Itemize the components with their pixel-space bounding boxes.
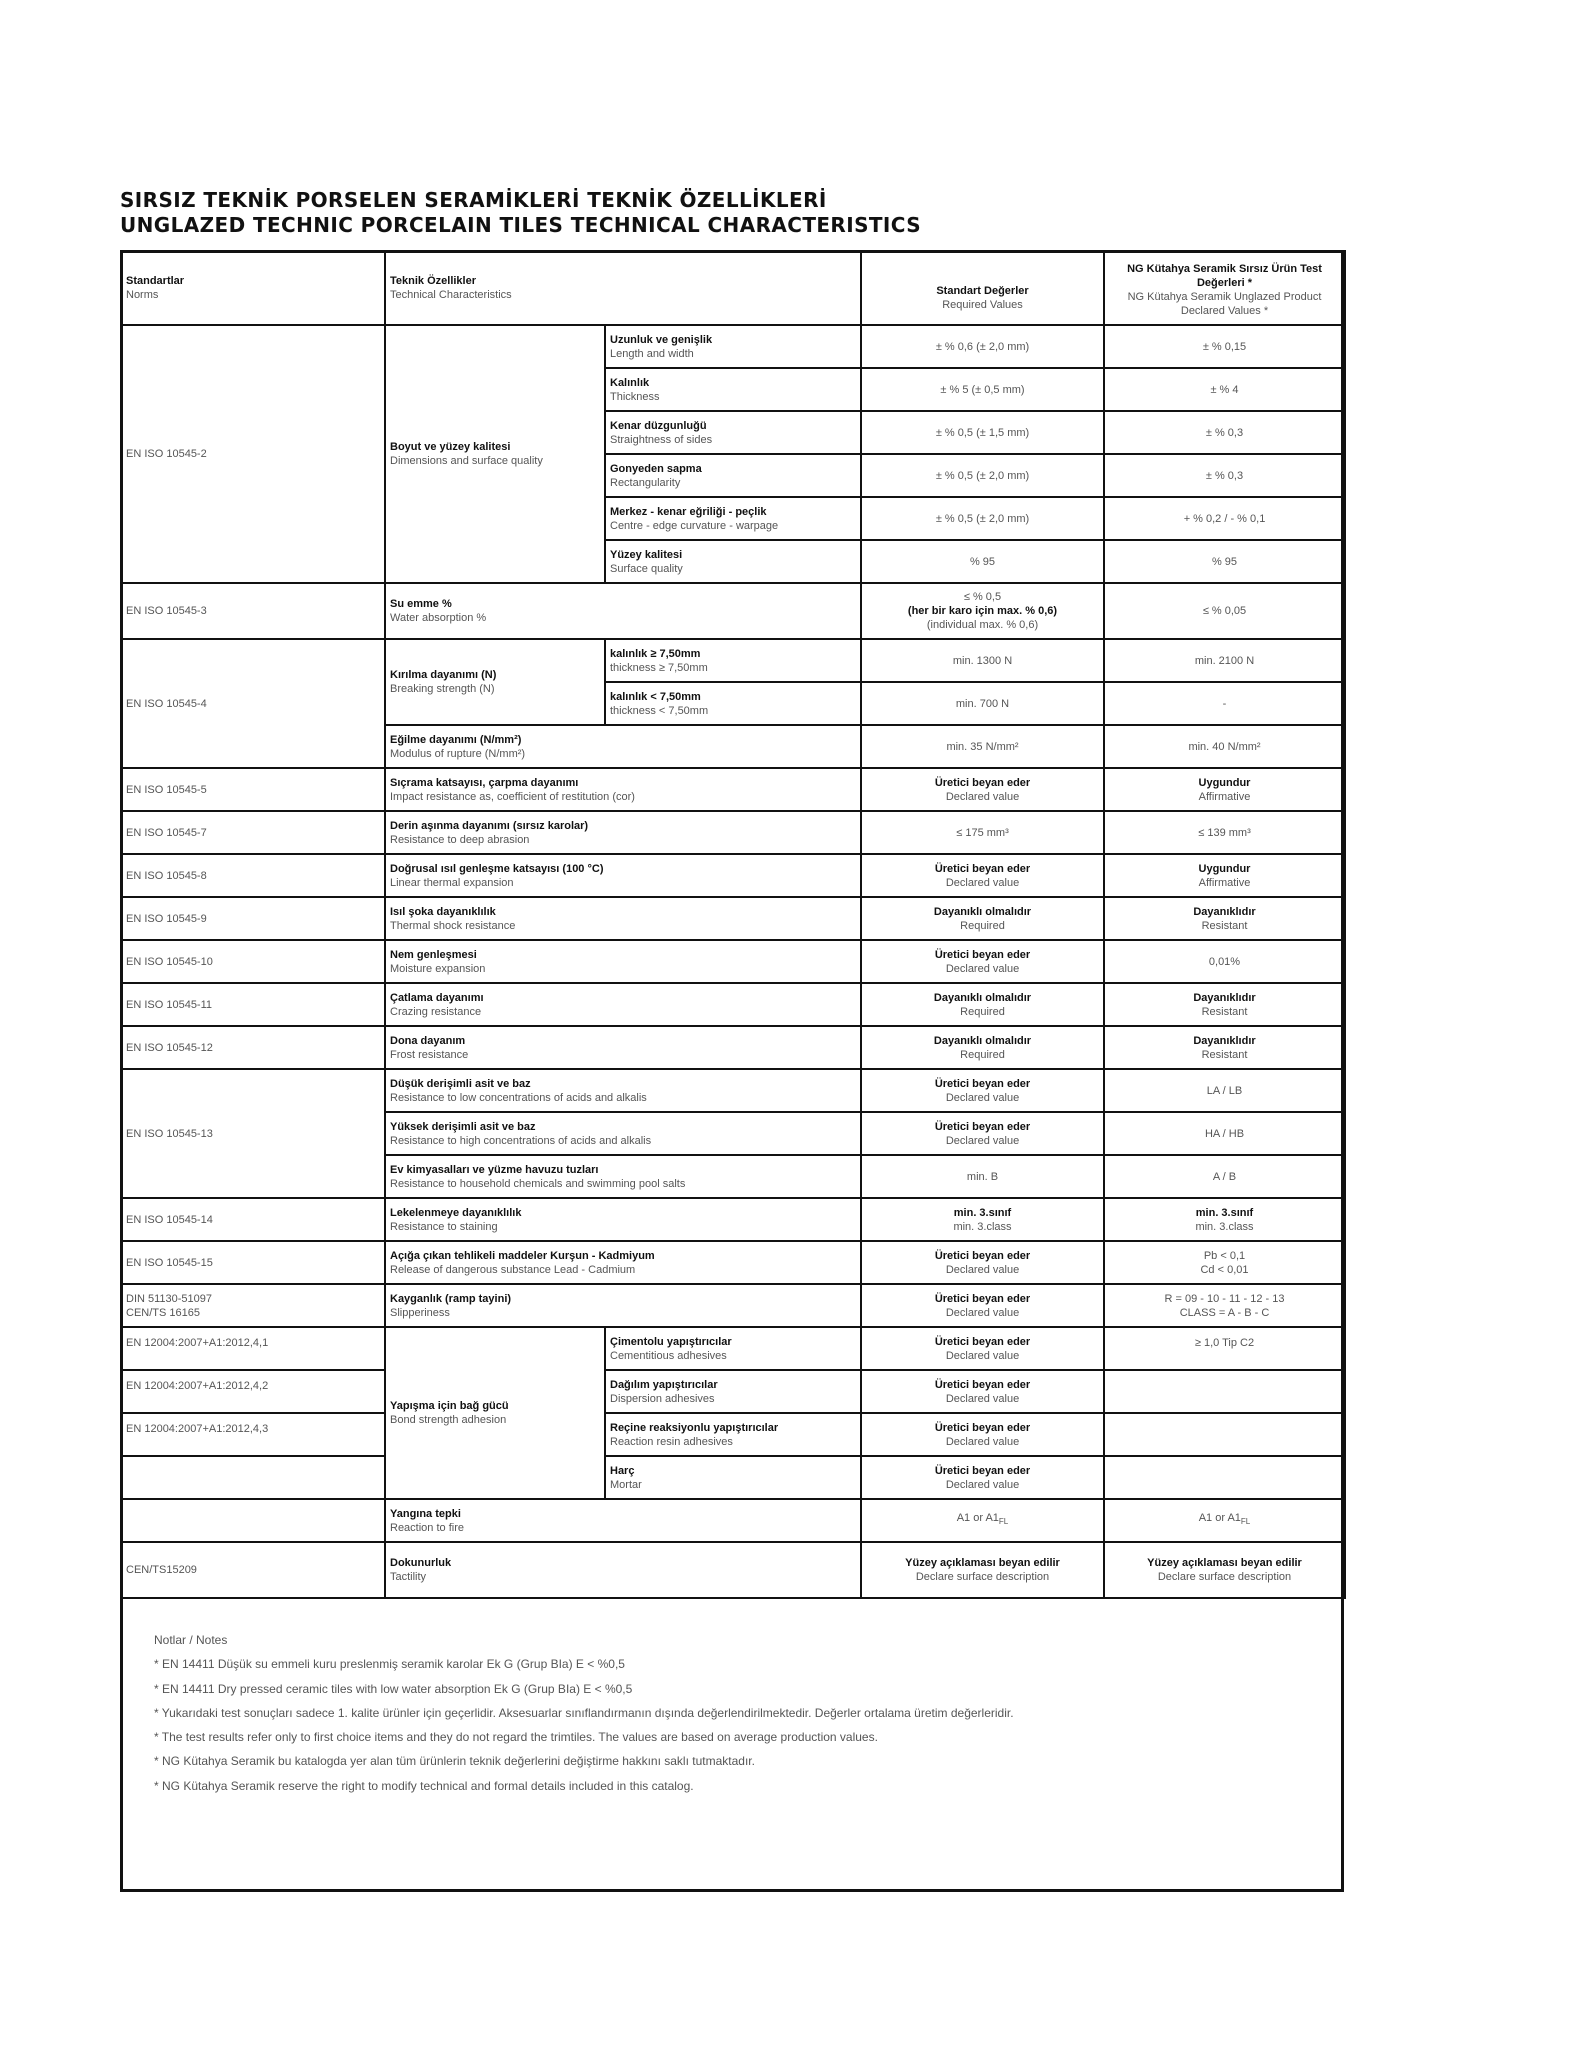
declared-value [1104,1413,1345,1456]
characteristic-cell: Lekelenmeye dayanıklılık Resistance to staining [385,1198,861,1241]
norm-cell: DIN 51130-51097 CEN/TS 16165 [121,1284,385,1327]
declared-value: - [1104,682,1345,725]
characteristic-cell: Çatlama dayanımı Crazing resistance [385,983,861,1026]
characteristic-cell: Eğilme dayanımı (N/mm²) Modulus of rupture (N/mm²) [385,725,861,768]
group-cell: Boyut ve yüzey kalitesi Dimensions and surface quality [385,325,605,583]
norm-cell [121,1499,385,1542]
required-value: ± % 5 (± 0,5 mm) [861,368,1104,411]
sub-characteristic: Kalınlık Thickness [605,368,861,411]
table-row [121,1499,1345,1542]
declared-value: LA / LB [1104,1069,1345,1112]
norm-cell: EN ISO 10545-2 [121,325,385,583]
declared-value: ± % 4 [1104,368,1345,411]
characteristic-cell: Düşük derişimli asit ve baz Resistance to low concentrations of acids and alkalis [385,1069,861,1112]
sub-characteristic: Çimentolu yapıştırıcılar Cementitious adhesives [605,1327,861,1370]
declared-value: R = 09 - 10 - 11 - 12 - 13 CLASS = A - B - C [1104,1284,1345,1327]
note-line: * EN 14411 Dry pressed ceramic tiles with low water absorption Ek G (Grup BIa) E < %0,5 [154,1681,633,1696]
norm-cell: EN ISO 10545-14 [121,1198,385,1241]
declared-value [1104,1370,1345,1413]
required-value: ± % 0,5 (± 2,0 mm) [861,497,1104,540]
declared-value [1104,1456,1345,1499]
norm-cell: EN ISO 10545-11 [121,983,385,1026]
required-value: Üretici beyan eder Declared value [861,1112,1104,1155]
characteristic-cell: Derin aşınma dayanımı (sırsız karolar) Resistance to deep abrasion [385,811,861,854]
sub-characteristic: Harç Mortar [605,1456,861,1499]
table-row [121,1413,1345,1456]
required-value: min. B [861,1155,1104,1198]
table-row [121,1370,1345,1413]
declared-value: 0,01% [1104,940,1345,983]
required-value: ± % 0,5 (± 1,5 mm) [861,411,1104,454]
required-value: ≤ 175 mm³ [861,811,1104,854]
declared-value: HA / HB [1104,1112,1345,1155]
table-row [121,1327,1345,1370]
table-row [121,1198,1345,1241]
declared-value: Dayanıklıdır Resistant [1104,897,1345,940]
norm-cell: EN ISO 10545-5 [121,768,385,811]
required-value: % 95 [861,540,1104,583]
required-value: Dayanıklı olmalıdır Required [861,1026,1104,1069]
norm-cell [121,1456,385,1499]
characteristic-cell: Doğrusal ısıl genleşme katsayısı (100 °C) Linear thermal expansion [385,854,861,897]
required-value: ≤ % 0,5 (her bir karo için max. % 0,6) (individual max. % 0,6) [861,583,1104,639]
characteristic-cell: Açığa çıkan tehlikeli maddeler Kurşun - Kadmiyum Release of dangerous substance Lead - Cadmium [385,1241,861,1284]
required-value: min. 1300 N [861,639,1104,682]
group-cell: Kırılma dayanımı (N) Breaking strength (N) [385,639,605,725]
required-value: ± % 0,5 (± 2,0 mm) [861,454,1104,497]
table-row [121,1069,1345,1112]
norm-cell: EN ISO 10545-12 [121,1026,385,1069]
table-row [121,639,1345,682]
table-row [121,940,1345,983]
table-row [121,325,1345,368]
declared-value: % 95 [1104,540,1345,583]
norm-cell: EN 12004:2007+A1:2012,4,1 [121,1327,385,1370]
group-cell: Yapışma için bağ gücü Bond strength adhesion [385,1327,605,1499]
characteristic-cell: Kayganlık (ramp tayini) Slipperiness [385,1284,861,1327]
required-value: Üretici beyan eder Declared value [861,1069,1104,1112]
declared-value: ± % 0,15 [1104,325,1345,368]
page-title-tr: SIRSIZ TEKNİK PORSELEN SERAMİKLERİ TEKNİK ÖZELLİKLERİ [120,188,827,212]
declared-value: Yüzey açıklaması beyan edilir Declare surface description [1104,1542,1345,1598]
norm-cell: EN ISO 10545-3 [121,583,385,639]
header-standards: Standartlar Norms [121,251,385,325]
declared-value: ≥ 1,0 Tip C2 [1104,1327,1345,1370]
table-row [121,1284,1345,1327]
table-row [121,583,1345,639]
required-value: min. 35 N/mm² [861,725,1104,768]
declared-value: ± % 0,3 [1104,454,1345,497]
header-characteristics: Teknik Özellikler Technical Characteristics [385,251,861,325]
required-value: Üretici beyan eder Declared value [861,1241,1104,1284]
note-line: * The test results refer only to first choice items and they do not regard the trimtiles. The values are based on average production values. [154,1730,878,1745]
norm-cell: EN ISO 10545-10 [121,940,385,983]
characteristic-cell: Yangına tepki Reaction to fire [385,1499,861,1542]
header-required: Standart Değerler Required Values [861,251,1104,325]
required-value: Üretici beyan eder Declared value [861,768,1104,811]
required-value: Dayanıklı olmalıdır Required [861,897,1104,940]
sub-characteristic: Gonyeden sapma Rectangularity [605,454,861,497]
declared-value: min. 3.sınıf min. 3.class [1104,1198,1345,1241]
declared-value: Uygundur Affirmative [1104,854,1345,897]
declared-value: Dayanıklıdır Resistant [1104,1026,1345,1069]
norm-cell: EN ISO 10545-13 [121,1069,385,1198]
required-value: Üretici beyan eder Declared value [861,1370,1104,1413]
declared-value: ≤ 139 mm³ [1104,811,1345,854]
required-value: min. 3.sınıf min. 3.class [861,1198,1104,1241]
characteristic-cell: Su emme % Water absorption % [385,583,861,639]
spec-table [120,250,1346,1599]
characteristic-cell: Ev kimyasalları ve yüzme havuzu tuzları Resistance to household chemicals and swimming pool salts [385,1155,861,1198]
declared-value: ± % 0,3 [1104,411,1345,454]
required-value: Dayanıklı olmalıdır Required [861,983,1104,1026]
sub-characteristic: Reçine reaksiyonlu yapıştırıcılar Reaction resin adhesives [605,1413,861,1456]
table-row [121,1026,1345,1069]
norm-cell: EN ISO 10545-8 [121,854,385,897]
table-row [121,1542,1345,1598]
required-value: ± % 0,6 (± 2,0 mm) [861,325,1104,368]
declared-value: A1 or $A1_{FL}$ [1104,1499,1345,1542]
characteristic-cell: Sıçrama katsayısı, çarpma dayanımı Impact resistance as, coefficient of restitution (cor) [385,768,861,811]
declared-value: Uygundur Affirmative [1104,768,1345,811]
declared-value: ≤ % 0,05 [1104,583,1345,639]
declared-value: + % 0,2 / - % 0,1 [1104,497,1345,540]
required-value: Üretici beyan eder Declared value [861,1327,1104,1370]
notes-heading: Notlar / Notes [154,1633,228,1647]
note-line: * Yukarıdaki test sonuçları sadece 1. kalite ürünler için geçerlidir. Aksesuarlar sınıflandırmanın dışında değerlendirilmektedir. Değerler ortalama üretim değerleridir. [154,1705,1014,1720]
norm-cell: EN ISO 10545-9 [121,897,385,940]
sub-characteristic: Kenar düzgunluğü Straightness of sides [605,411,861,454]
required-value: Yüzey açıklaması beyan edilir Declare surface description [861,1542,1104,1598]
table-row [121,811,1345,854]
page-title-block [120,188,921,238]
required-value: Üretici beyan eder Declared value [861,1284,1104,1327]
table-header-row [121,251,1345,325]
required-value: A1 or $A1_{FL}$ [861,1499,1104,1542]
notes-block [154,1628,1014,1798]
norm-cell: EN ISO 10545-4 [121,639,385,768]
sub-characteristic: kalınlık < 7,50mm thickness < 7,50mm [605,682,861,725]
table-row [121,1241,1345,1284]
required-value: Üretici beyan eder Declared value [861,854,1104,897]
page-title-en: UNGLAZED TECHNIC PORCELAIN TILES TECHNICAL CHARACTERISTICS [120,213,922,237]
norm-cell: EN ISO 10545-15 [121,1241,385,1284]
declared-value: Pb < 0,1 Cd < 0,01 [1104,1241,1345,1284]
note-line: * NG Kütahya Seramik bu katalogda yer alan tüm ürünlerin teknik değerlerini değiştirme hakkını saklı tutmaktadır. [154,1754,755,1769]
required-value: Üretici beyan eder Declared value [861,1413,1104,1456]
declared-value: min. 2100 N [1104,639,1345,682]
note-line: * EN 14411 Düşük su emmeli kuru preslenmiş seramik karolar Ek G (Grup BIa) E < %0,5 [154,1657,625,1672]
declared-value: Dayanıklıdır Resistant [1104,983,1345,1026]
table-row [121,897,1345,940]
table-row [121,1456,1345,1499]
header-declared: NG Kütahya Seramik Sırsız Ürün Test Değerleri * NG Kütahya Seramik Unglazed Product Declared Values * [1104,251,1345,325]
declared-value: A / B [1104,1155,1345,1198]
declared-value: min. 40 N/mm² [1104,725,1345,768]
table-row [121,768,1345,811]
required-value: min. 700 N [861,682,1104,725]
sub-characteristic: Yüzey kalitesi Surface quality [605,540,861,583]
sub-characteristic: Merkez - kenar eğriliği - peçlik Centre - edge curvature - warpage [605,497,861,540]
sub-characteristic: Dağılım yapıştırıcılar Dispersion adhesives [605,1370,861,1413]
characteristic-cell: Dokunurluk Tactility [385,1542,861,1598]
characteristic-cell: Nem genleşmesi Moisture expansion [385,940,861,983]
sub-characteristic: kalınlık ≥ 7,50mm thickness ≥ 7,50mm [605,639,861,682]
required-value: Üretici beyan eder Declared value [861,1456,1104,1499]
characteristic-cell: Dona dayanım Frost resistance [385,1026,861,1069]
characteristic-cell: Yüksek derişimli asit ve baz Resistance to high concentrations of acids and alkalis [385,1112,861,1155]
sub-characteristic: Uzunluk ve genişlik Length and width [605,325,861,368]
table-row [121,983,1345,1026]
norm-cell: EN ISO 10545-7 [121,811,385,854]
characteristic-cell: Isıl şoka dayanıklılık Thermal shock resistance [385,897,861,940]
norm-cell: EN 12004:2007+A1:2012,4,2 [121,1370,385,1413]
note-line: * NG Kütahya Seramik reserve the right to modify technical and formal details included in this catalog. [154,1778,694,1793]
table-row [121,854,1345,897]
norm-cell: EN 12004:2007+A1:2012,4,3 [121,1413,385,1456]
norm-cell: CEN/TS15209 [121,1542,385,1598]
required-value: Üretici beyan eder Declared value [861,940,1104,983]
